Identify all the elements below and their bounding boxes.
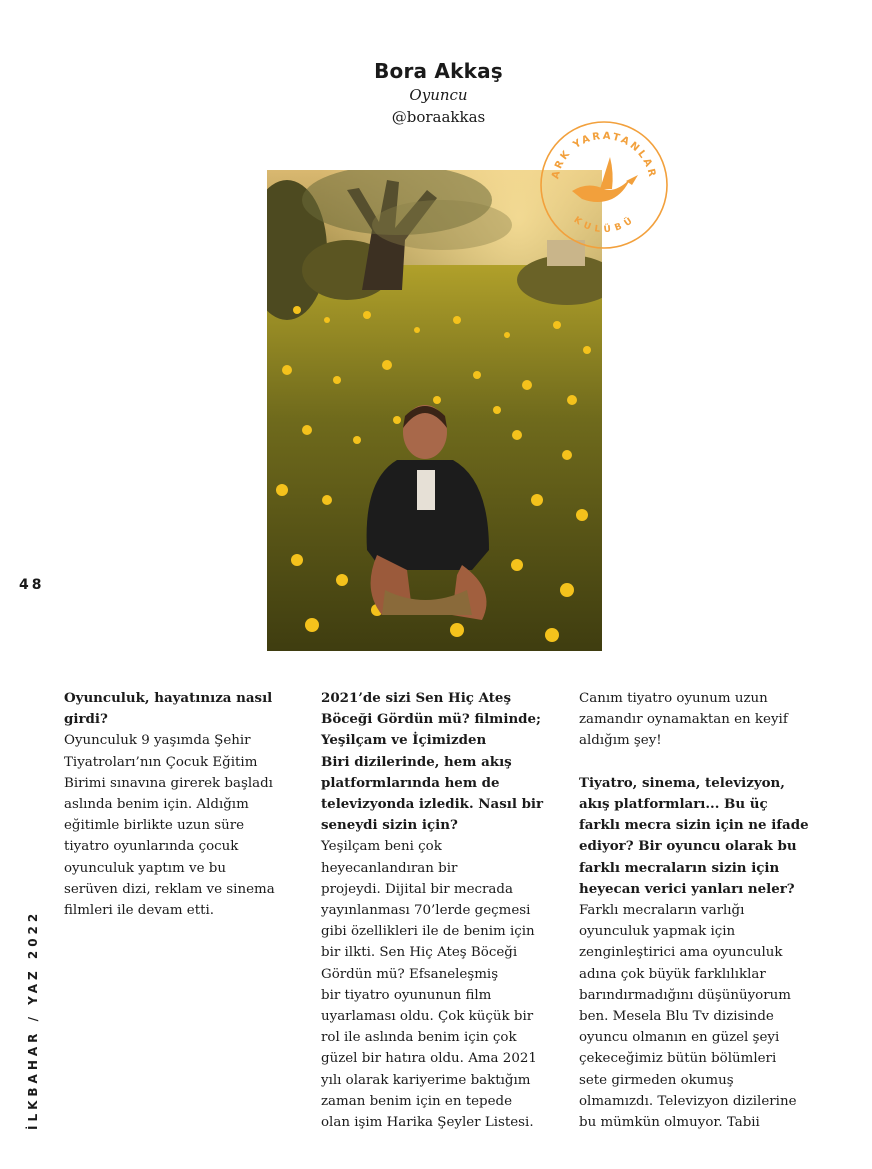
answer-line: zaman benim için en tepede [321, 1093, 513, 1109]
answer-line: zenginleştirici ama oyunculuk [579, 945, 783, 961]
answer-line: yayınlanması 70’lerde geçmesi [321, 903, 531, 919]
answer-line: olmamızdı. Televizyon dizilerine [579, 1093, 797, 1109]
answer-line: Oyunculuk 9 yaşımda Şehir [64, 733, 251, 749]
answer-line: Birimi sınavına girerek başladı [64, 775, 273, 791]
answer-line: gibi özellikleri ile de benim için [321, 924, 535, 940]
question-line: akış platformları... Bu üç [579, 796, 768, 812]
answer-line: Canım tiyatro oyunum uzun [579, 691, 768, 706]
question-line: Yeşilçam ve İçimizden [321, 732, 487, 749]
text-column-1 [64, 688, 296, 921]
answer-line: oyunculuk yapmak için [579, 924, 736, 940]
question-line: Oyunculuk, hayatınıza nasıl [64, 690, 273, 706]
answer-line: Tiyatroları’nın Çocuk Eğitim [64, 754, 258, 770]
answer-line: serüven dizi, reklam ve sinema [64, 881, 275, 897]
text-column-3 [579, 688, 811, 1133]
answer-line: bir tiyatro oyununun film [321, 987, 492, 1003]
answer-line: bir ilkti. Sen Hiç Ateş Böceği [321, 945, 518, 961]
question-line: girdi? [64, 711, 108, 728]
question-line: platformlarında hem de [321, 774, 500, 791]
answer-line: bu mümkün olmuyor. Tabii [579, 1115, 760, 1131]
answer-line: tiyatro oyunlarında çocuk [64, 839, 239, 855]
person-role: Oyuncu [409, 86, 468, 104]
answer-line: güzel bir hatıra oldu. Ama 2021 [321, 1051, 537, 1067]
answer-line: projeydi. Dijital bir mecrada [321, 881, 513, 897]
answer-line: çekeceğimiz bütün bölümleri [579, 1051, 777, 1067]
answer-line: Farklı mecraların varlığı [579, 903, 745, 919]
club-stamp [538, 119, 670, 251]
stamp-text-bottom: KULÜBÜ [571, 215, 637, 236]
question-line: farklı mecra sizin için ne ifade [579, 817, 809, 834]
answer-line: ben. Mesela Blu Tv dizisinde [579, 1009, 774, 1025]
person-name: Bora Akkaş [374, 59, 503, 83]
answer-line: aldığım şey! [579, 733, 662, 749]
question-line: Tiyatro, sinema, televizyon, [579, 774, 785, 791]
answer-line: olan işim Harika Şeyler Listesi. [321, 1115, 534, 1131]
answer-line: sete girmeden okumuş [579, 1072, 734, 1088]
answer-line: barındırmadığını düşünüyorum [579, 987, 791, 1003]
answer-line: adına çok büyük farklılıklar [579, 966, 766, 982]
question-line: Böceği Gördün mü? filminde; [321, 711, 542, 728]
stamp-text-top: ARK YARATANLAR [550, 130, 658, 181]
answer-line: filmleri ile devam etti. [64, 903, 215, 919]
page-number: 48 [19, 577, 45, 593]
question-line: seneydi sizin için? [321, 817, 458, 834]
answer-line: Yeşilçam beni çok [321, 839, 442, 855]
answer-line: yılı olarak kariyerime baktığım [321, 1072, 531, 1088]
article-header [0, 58, 872, 128]
question-line: Biri dizilerinde, hem akış [321, 753, 512, 770]
person-handle: @boraakkas [391, 108, 486, 126]
svg-text:ARK YARATANLAR [550, 131, 657, 180]
question-line: heyecan verici yanları neler? [579, 880, 795, 897]
question-line: 2021’de sizi Sen Hiç Ateş [321, 690, 511, 706]
bird-icon [572, 157, 638, 202]
answer-line: uyarlaması oldu. Çok küçük bir [321, 1009, 534, 1025]
answer-line: aslında benim için. Aldığım [64, 797, 249, 813]
answer-line: eğitimle birlikte uzun süre [64, 818, 245, 834]
answer-line: Gördün mü? Efsaneleşmiş [321, 966, 499, 982]
question-line: televizyonda izledik. Nasıl bir [321, 796, 544, 813]
question-line: farklı mecraların sizin için [579, 859, 780, 876]
question-line: ediyor? Bir oyuncu olarak bu [579, 838, 797, 855]
answer-line: oyunculuk yaptım ve bu [64, 860, 226, 876]
paragraph-gap [579, 752, 811, 773]
svg-text:KULÜBÜ [572, 214, 637, 235]
answer-line: rol ile aslında benim için çok [321, 1030, 517, 1046]
issue-season-label: İLKBAHAR / YAZ 2022 [26, 909, 40, 1130]
answer-line: zamandır oynamaktan en keyif [579, 712, 788, 728]
answer-line: heyecanlandıran bir [321, 860, 458, 876]
answer-line: oyuncu olmanın en güzel şeyi [579, 1030, 780, 1046]
text-column-2 [321, 688, 553, 1133]
